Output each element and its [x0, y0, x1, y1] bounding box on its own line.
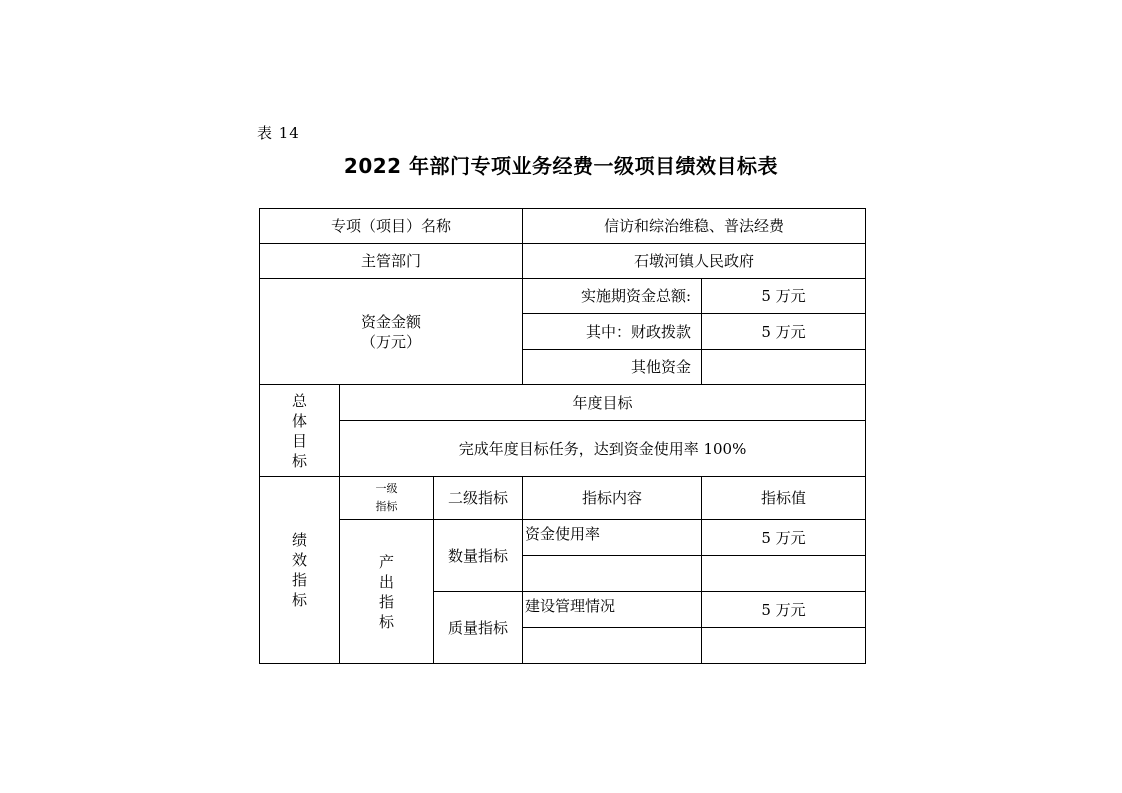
- indicator-value: [702, 628, 866, 664]
- indicator-value: 5 万元: [702, 520, 866, 556]
- funds-total-value: 5 万元: [702, 279, 866, 314]
- performance-target-table: [259, 208, 866, 664]
- quality-indicator-label: 质量指标: [434, 592, 523, 664]
- funds-other-label: 其他资金: [523, 350, 702, 385]
- level1-header-line1: 一级: [375, 482, 398, 495]
- output-indicator-label: [340, 520, 434, 664]
- funds-label-line2: （万元）: [361, 332, 422, 351]
- document-title: 2022 年部门专项业务经费一级项目绩效目标表: [343, 154, 779, 178]
- table-number: 表 14: [257, 124, 300, 142]
- annual-goal-value: 完成年度目标任务，达到资金使用率 100%: [340, 421, 866, 477]
- performance-char: 指: [291, 571, 307, 589]
- value-header: 指标值: [702, 477, 866, 520]
- funds-other-value: [702, 350, 866, 385]
- funds-fiscal-label: 其中：财政拨款: [523, 314, 702, 350]
- project-name-value: 信访和综治维稳、普法经费: [523, 209, 866, 244]
- quantity-indicator-label: 数量指标: [434, 520, 523, 592]
- table-row: [260, 520, 866, 556]
- output-char: 标: [378, 612, 394, 631]
- performance-char: 绩: [291, 531, 307, 549]
- overall-goal-label: [260, 385, 340, 477]
- level2-header: 二级指标: [434, 477, 523, 520]
- project-name-row: [260, 209, 866, 244]
- annual-goal-header-row: [260, 385, 866, 421]
- indicator-value: 5 万元: [702, 592, 866, 628]
- performance-char: 标: [291, 591, 307, 609]
- annual-goal-label: 年度目标: [340, 385, 866, 421]
- project-name-label: 专项（项目）名称: [260, 209, 523, 244]
- indicator-content: 资金使用率: [523, 520, 702, 556]
- output-char: 产: [378, 552, 394, 571]
- overall-goal-char: 体: [291, 411, 307, 430]
- funds-label-line1: 资金金额: [361, 312, 422, 331]
- output-char: 指: [378, 592, 394, 611]
- indicator-content: 建设管理情况: [523, 592, 702, 628]
- output-char: 出: [378, 572, 394, 591]
- department-row: [260, 244, 866, 279]
- annual-goal-value-row: [260, 421, 866, 477]
- indicator-content: [523, 628, 702, 664]
- indicator-content: [523, 556, 702, 592]
- overall-goal-char: 目: [291, 431, 307, 450]
- level1-header: [340, 477, 434, 520]
- content-header: 指标内容: [523, 477, 702, 520]
- performance-char: 效: [291, 551, 307, 569]
- overall-goal-char: 标: [291, 451, 307, 470]
- overall-goal-char: 总: [291, 391, 307, 410]
- department-value: 石墩河镇人民政府: [523, 244, 866, 279]
- department-label: 主管部门: [260, 244, 523, 279]
- funds-fiscal-value: 5 万元: [702, 314, 866, 350]
- performance-header-row: [260, 477, 866, 520]
- performance-label: [260, 477, 340, 664]
- funds-total-label: 实施期资金总额:: [523, 279, 702, 314]
- funds-total-row: [260, 279, 866, 314]
- level1-header-line2: 指标: [375, 500, 398, 513]
- indicator-value: [702, 556, 866, 592]
- funds-label: [260, 279, 523, 385]
